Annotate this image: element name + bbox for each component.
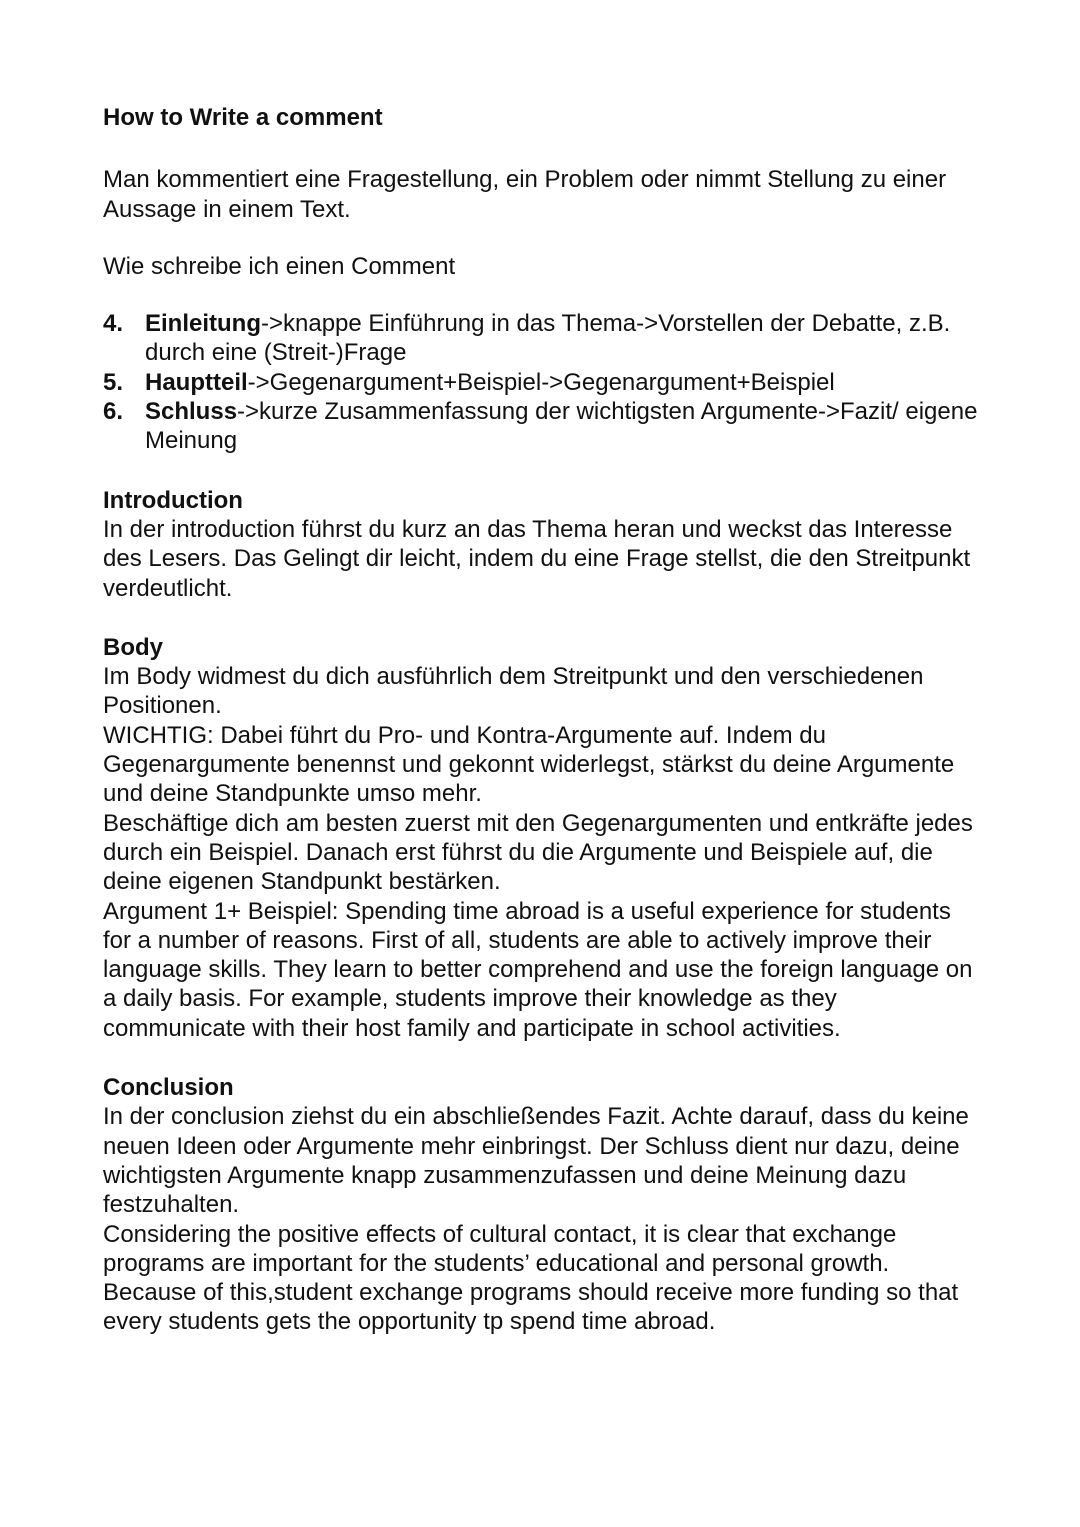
step-term: Hauptteil — [145, 368, 248, 396]
list-item — [103, 397, 983, 456]
introduction-section — [103, 486, 983, 603]
section-paragraph: WICHTIG: Dabei führt du Pro- und Kontra-Argumente auf. Indem du Gegenargumente benennst und gekonnt widerlegst, stärkst du deine Argumente und deine Standpunkte umso mehr. — [103, 721, 955, 808]
step-number: 5. — [103, 368, 124, 396]
body-section — [103, 633, 983, 1043]
how-heading: Wie schreibe ich einen Comment — [103, 252, 456, 280]
step-text: ->kurze Zusammenfassung der wichtigsten Argumente->Fazit/ eigene Meinung — [145, 398, 978, 455]
section-heading: Conclusion — [103, 1074, 234, 1102]
conclusion-section — [103, 1073, 983, 1337]
step-number: 6. — [103, 398, 124, 426]
step-term: Einleitung — [145, 310, 261, 338]
section-paragraph: Im Body widmest du dich ausführlich dem Streitpunkt und den verschiedenen Positionen. — [103, 663, 924, 720]
section-paragraph: In der introduction führst du kurz an das Thema heran und weckst das Interesse des Lesers. Das Gelingt dir leicht, indem du eine Frage stellst, die den Streitpunkt verdeutlicht. — [103, 515, 971, 602]
document-page — [103, 103, 983, 1337]
document-title: How to Write a comment — [103, 104, 383, 131]
section-paragraph: Beschäftige dich am besten zuerst mit den Gegenargumenten und entkräfte jedes durch ein Beispiel. Danach erst führst du die Argumente und Beispiele auf, die deine eigenen Standpunkt bestärken. — [103, 809, 973, 896]
section-heading: Body — [103, 633, 163, 661]
section-paragraph: Argument 1+ Beispiel: Spending time abroad is a useful experience for students for a number of reasons. First of all, students are able to actively improve their language skills. They learn to better comprehend and use the foreign language on a daily basis. For example, students improve their knowledge as they communicate with their host family and participate in school activities. — [103, 897, 973, 1042]
section-heading: Introduction — [103, 486, 243, 514]
step-text: ->knappe Einführung in das Thema->Vorstellen der Debatte, z.B. durch eine (Streit-)Frage — [145, 310, 951, 367]
list-item — [103, 368, 983, 397]
step-text: ->Gegenargument+Beispiel->Gegenargument+Beispiel — [247, 368, 835, 396]
step-number: 4. — [103, 310, 124, 338]
intro-paragraph: Man kommentiert eine Fragestellung, ein Problem oder nimmt Stellung zu einer Aussage in einem Text. — [103, 166, 947, 223]
steps-list — [103, 309, 983, 455]
section-paragraph: Considering the positive effects of cultural contact, it is clear that exchange programs are important for the students’ educational and personal growth. Because of this,student exchange programs should receive more funding so that every students gets the opportunity tp spend time abroad. — [103, 1220, 959, 1336]
step-term: Schluss — [145, 398, 238, 426]
list-item — [103, 309, 983, 368]
section-paragraph: In der conclusion ziehst du ein abschließendes Fazit. Achte darauf, dass du keine neuen Ideen oder Argumente mehr einbringst. Der Schluss dient nur dazu, deine wichtigsten Argumente knapp zusammenzufassen und deine Meinung dazu festzuhalten. — [103, 1103, 969, 1219]
